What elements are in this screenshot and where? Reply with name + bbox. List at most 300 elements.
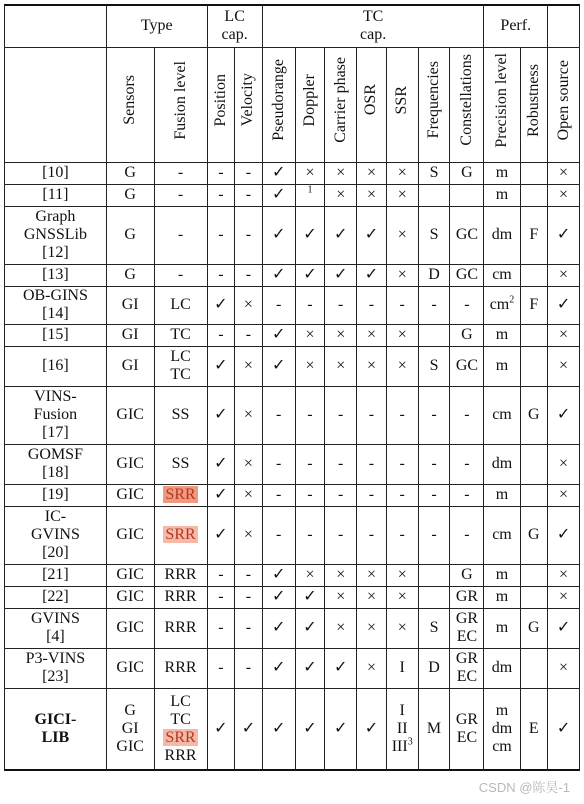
cell-constellations	[450, 586, 484, 608]
cell-precision-level-text: m	[495, 164, 509, 181]
cell-fusion-level	[154, 346, 207, 386]
cell-velocity-text: ×	[243, 486, 253, 503]
cell-constellations	[450, 346, 484, 386]
cell-robustness	[520, 324, 548, 346]
cell-osr	[357, 386, 387, 444]
column-header-open-source	[548, 47, 580, 162]
cell-ssr	[386, 564, 418, 586]
cell-fusion-level-text: RRR	[164, 659, 197, 676]
cell-position-text: ✓	[214, 486, 228, 503]
cell-open-source	[548, 206, 580, 264]
cell-reference-text: [20]	[42, 544, 69, 561]
cell-open-source	[548, 324, 580, 346]
cell-precision-level	[484, 162, 520, 184]
cell-frequencies	[418, 286, 450, 324]
cell-velocity-text: -	[245, 266, 252, 283]
cell-reference-text: Fusion	[33, 406, 78, 423]
cell-precision-level-text: dm	[491, 455, 513, 472]
cell-precision-level-text: m	[495, 486, 509, 503]
cell-osr-text: ✓	[364, 226, 379, 243]
column-header-pseudorange	[262, 47, 295, 162]
cell-velocity-text: ×	[243, 526, 253, 543]
cell-carrier-phase-text: -	[338, 526, 344, 543]
cell-pseudorange	[262, 688, 295, 770]
cell-position	[207, 506, 235, 564]
cell-constellations-text: GR	[455, 710, 479, 728]
cell-reference-text: [13]	[42, 266, 69, 283]
cell-fusion-level-text: LC	[170, 296, 191, 313]
cell-fusion-level-text: TC	[170, 710, 191, 728]
column-header-frequencies-label: Frequencies	[425, 61, 443, 139]
cell-osr	[357, 162, 387, 184]
cell-position	[207, 286, 235, 324]
cell-carrier-phase-text: ×	[336, 588, 346, 605]
table-row	[5, 444, 580, 484]
cell-velocity	[235, 346, 263, 386]
cell-velocity-text: -	[245, 588, 252, 605]
cell-frequencies	[418, 184, 450, 206]
cell-doppler-text: ×	[305, 357, 315, 374]
cell-precision-level-text: m	[495, 588, 509, 605]
cell-velocity-text: -	[245, 566, 252, 583]
column-header-doppler	[295, 47, 325, 162]
cell-ssr-text: ×	[397, 619, 407, 636]
cell-position	[207, 648, 235, 688]
cell-doppler	[295, 444, 325, 484]
cell-osr	[357, 206, 387, 264]
cell-open-source	[548, 264, 580, 286]
cell-constellations-text: EC	[456, 728, 478, 746]
column-header-open-source-label: Open source	[554, 59, 572, 141]
cell-reference	[5, 564, 107, 586]
cell-constellations-text: -	[464, 406, 470, 423]
cell-osr	[357, 484, 387, 506]
cell-osr	[357, 264, 387, 286]
cell-position-text: ✓	[214, 406, 228, 423]
cell-fusion-level-text: -	[177, 164, 184, 181]
cell-carrier-phase-text: ×	[336, 357, 346, 374]
cell-ssr-text: -	[399, 296, 405, 313]
cell-sensors	[106, 286, 154, 324]
cell-pseudorange	[262, 484, 295, 506]
cell-reference	[5, 206, 107, 264]
cell-robustness	[520, 386, 548, 444]
cell-pseudorange-text: -	[276, 486, 282, 503]
cell-reference-text: P3-VINS	[25, 650, 86, 667]
cell-osr-text: ×	[366, 588, 376, 605]
cell-ssr-text: -	[399, 455, 405, 472]
cell-ssr-text: ×	[397, 226, 407, 243]
cell-fusion-level-text: RRR	[164, 619, 197, 636]
cell-fusion-level-text: TC	[170, 326, 191, 343]
cell-osr-text: ✓	[364, 266, 379, 283]
cell-robustness	[520, 286, 548, 324]
cell-constellations-text: GC	[455, 266, 479, 283]
cell-constellations	[450, 264, 484, 286]
cell-carrier-phase-text: ×	[336, 566, 346, 583]
cell-velocity	[235, 386, 263, 444]
cell-doppler	[295, 346, 325, 386]
cell-precision-level	[484, 184, 520, 206]
cell-fusion-level	[154, 648, 207, 688]
column-header-fusion-level	[154, 47, 207, 162]
cell-open-source-text: ×	[559, 186, 569, 203]
cell-frequencies	[418, 586, 450, 608]
cell-open-source-text: ×	[559, 455, 569, 472]
cell-sensors	[106, 688, 154, 770]
cell-fusion-level	[154, 444, 207, 484]
cell-pseudorange-text: ✓	[271, 659, 286, 676]
cell-ssr	[386, 162, 418, 184]
cell-constellations-text: EC	[456, 628, 478, 645]
cell-pseudorange-text: ✓	[271, 619, 286, 636]
cell-sensors	[106, 506, 154, 564]
cell-carrier-phase-text: -	[338, 296, 344, 313]
cell-position	[207, 688, 235, 770]
cell-doppler-text: ×	[305, 326, 315, 343]
cell-reference	[5, 484, 107, 506]
table-body	[5, 162, 580, 770]
cell-ssr-text: ×	[397, 164, 407, 181]
cell-reference-text: Graph	[35, 208, 76, 225]
cell-open-source-text: ✓	[556, 226, 571, 243]
cell-fusion-level-text: SS	[171, 455, 190, 472]
cell-osr-text: ×	[366, 326, 376, 343]
cell-velocity	[235, 444, 263, 484]
cell-carrier-phase	[325, 346, 357, 386]
cell-reference	[5, 324, 107, 346]
cell-reference-text: [21]	[42, 566, 69, 583]
group-header-lc-cap	[207, 5, 262, 47]
cell-sensors-text: GIC	[116, 526, 144, 543]
cell-sensors-text: GIC	[116, 566, 144, 583]
cell-precision-level-text: m	[495, 701, 509, 719]
cell-robustness-text: F	[529, 226, 539, 243]
cell-doppler-text: ✓	[303, 659, 317, 676]
cell-precision-level-text: m	[495, 186, 509, 203]
table-row	[5, 324, 580, 346]
cell-constellations-text: G	[461, 164, 473, 181]
cell-carrier-phase-text: ×	[336, 619, 346, 636]
cell-velocity	[235, 506, 263, 564]
cell-ssr	[386, 586, 418, 608]
cell-reference	[5, 286, 107, 324]
cell-constellations-text: -	[464, 486, 470, 503]
cell-ssr	[386, 184, 418, 206]
cell-precision-level-text: $cm^2$	[489, 294, 515, 313]
cell-frequencies-text: -	[431, 526, 437, 543]
cell-doppler-text: ×	[305, 164, 315, 181]
cell-open-source-text: ✓	[556, 619, 571, 636]
cell-doppler-text: ✓	[303, 619, 317, 636]
cell-frequencies-text: S	[429, 164, 439, 181]
cell-open-source	[548, 564, 580, 586]
comparison-table	[4, 4, 580, 771]
cell-doppler	[295, 184, 325, 206]
cell-velocity	[235, 564, 263, 586]
cell-fusion-level	[154, 688, 207, 770]
column-header-osr	[357, 47, 387, 162]
cell-robustness	[520, 206, 548, 264]
cell-fusion-level-text: RRR	[164, 746, 197, 764]
cell-carrier-phase	[325, 688, 357, 770]
cell-carrier-phase	[325, 506, 357, 564]
cell-osr	[357, 184, 387, 206]
cell-open-source	[548, 162, 580, 184]
cell-reference	[5, 608, 107, 648]
column-header-ssr-label: SSR	[393, 85, 411, 115]
cell-frequencies	[418, 688, 450, 770]
cell-fusion-level-text: SRR	[165, 728, 196, 746]
cell-sensors-text: GIC	[116, 659, 144, 676]
cell-reference-text: [15]	[42, 326, 69, 343]
cell-osr	[357, 586, 387, 608]
cell-pseudorange	[262, 184, 295, 206]
cell-sensors-text: G	[124, 226, 136, 243]
cell-robustness	[520, 564, 548, 586]
cell-velocity-text: -	[245, 186, 252, 203]
cell-sensors-text: GI	[121, 326, 139, 343]
column-header-constellations	[450, 47, 484, 162]
cell-constellations	[450, 688, 484, 770]
cell-constellations	[450, 484, 484, 506]
cell-constellations	[450, 184, 484, 206]
cell-reference	[5, 444, 107, 484]
table-row	[5, 184, 580, 206]
cell-sensors-text: GI	[121, 296, 139, 313]
cell-frequencies-text: -	[431, 296, 437, 313]
cell-position-text: -	[218, 659, 224, 676]
cell-osr	[357, 608, 387, 648]
cell-frequencies-text: M	[426, 719, 442, 737]
column-header-sensors-label: Sensors	[121, 75, 139, 125]
cell-fusion-level-text: -	[177, 186, 184, 203]
cell-constellations	[450, 648, 484, 688]
cell-osr-text: ×	[366, 164, 376, 181]
cell-frequencies	[418, 324, 450, 346]
column-header-precision-level	[484, 47, 520, 162]
cell-carrier-phase-text: -	[338, 406, 344, 423]
cell-constellations-text: G	[461, 566, 473, 583]
cell-pseudorange-text: -	[276, 526, 282, 543]
cell-reference-text: [18]	[42, 464, 69, 481]
cell-constellations-text: -	[464, 455, 470, 472]
cell-carrier-phase	[325, 648, 357, 688]
cell-ssr	[386, 346, 418, 386]
cell-precision-level-text: dm	[491, 719, 513, 737]
cell-constellations-text: -	[464, 296, 470, 313]
cell-velocity-text: -	[245, 659, 252, 676]
group-header-tc-cap	[262, 5, 484, 47]
cell-sensors	[106, 184, 154, 206]
cell-position	[207, 346, 235, 386]
cell-position-text: ✓	[214, 719, 228, 737]
cell-precision-level-text: cm	[492, 406, 512, 423]
cell-sensors-text: G	[124, 186, 136, 203]
cell-reference	[5, 506, 107, 564]
cell-robustness	[520, 264, 548, 286]
cell-doppler-text	[296, 186, 325, 204]
cell-doppler	[295, 564, 325, 586]
cell-reference-text: [23]	[42, 668, 69, 685]
cell-constellations-text: -	[464, 526, 470, 543]
cell-fusion-level	[154, 264, 207, 286]
cell-reference-text: [22]	[42, 588, 69, 605]
cell-reference-text: GICI-	[34, 710, 77, 728]
cell-open-source-text: ×	[559, 486, 569, 503]
table-row	[5, 286, 580, 324]
cell-constellations-text: GC	[455, 357, 479, 374]
cell-velocity	[235, 286, 263, 324]
cell-doppler	[295, 324, 325, 346]
cell-constellations	[450, 608, 484, 648]
cell-osr-text: ×	[366, 659, 376, 676]
cell-reference-text: [12]	[42, 244, 69, 261]
cell-velocity	[235, 206, 263, 264]
cell-ssr	[386, 386, 418, 444]
cell-sensors-text: GIC	[116, 737, 144, 755]
cell-doppler-text: -	[307, 486, 313, 503]
cell-carrier-phase	[325, 586, 357, 608]
cell-fusion-level-text: LC	[170, 692, 191, 710]
column-header-robustness-label: Robustness	[524, 63, 542, 137]
cell-reference-text: GVINS	[30, 526, 80, 543]
cell-ssr	[386, 264, 418, 286]
cell-fusion-level	[154, 484, 207, 506]
cell-ssr-text: -	[399, 406, 405, 423]
cell-pseudorange	[262, 386, 295, 444]
cell-precision-level	[484, 506, 520, 564]
cell-open-source-text: ×	[559, 164, 569, 181]
cell-ssr	[386, 324, 418, 346]
cell-pseudorange	[262, 586, 295, 608]
cell-sensors-text: G	[124, 164, 136, 181]
group-header-perf: Perf.	[484, 5, 548, 47]
cell-doppler-text: -	[307, 455, 313, 472]
cell-velocity	[235, 648, 263, 688]
cell-fusion-level	[154, 586, 207, 608]
cell-doppler-text: -	[307, 406, 313, 423]
cell-velocity-text: -	[245, 164, 252, 181]
cell-pseudorange	[262, 608, 295, 648]
cell-robustness	[520, 484, 548, 506]
table-row	[5, 564, 580, 586]
cell-open-source	[548, 386, 580, 444]
cell-sensors	[106, 648, 154, 688]
cell-carrier-phase	[325, 444, 357, 484]
table-row	[5, 608, 580, 648]
column-header-frequencies	[418, 47, 450, 162]
table-row	[5, 586, 580, 608]
cell-ssr-text: ×	[397, 566, 407, 583]
cell-robustness	[520, 184, 548, 206]
group-header-empty	[548, 5, 580, 47]
cell-ssr	[386, 506, 418, 564]
cell-constellations	[450, 162, 484, 184]
cell-position-text: -	[218, 619, 224, 636]
cell-precision-level	[484, 484, 520, 506]
cell-frequencies	[418, 206, 450, 264]
cell-sensors	[106, 586, 154, 608]
cell-doppler	[295, 162, 325, 184]
cell-frequencies-text: -	[431, 406, 437, 423]
cell-reference-text: [11]	[42, 186, 69, 203]
cell-osr	[357, 564, 387, 586]
cell-position-text: ✓	[214, 526, 228, 543]
cell-carrier-phase-text: ✓	[334, 659, 348, 676]
column-header-constellations-label: Constellations	[457, 54, 475, 146]
cell-osr	[357, 444, 387, 484]
cell-sensors	[106, 346, 154, 386]
column-header-doppler-label: Doppler	[300, 73, 318, 127]
cell-fusion-level-text: SS	[171, 406, 190, 423]
cell-pseudorange	[262, 648, 295, 688]
cell-position-text: -	[218, 588, 224, 605]
cell-pseudorange-text: ✓	[271, 588, 286, 605]
cell-pseudorange	[262, 324, 295, 346]
cell-reference-text: GOMSF	[27, 446, 83, 463]
cell-frequencies	[418, 648, 450, 688]
cell-pseudorange	[262, 346, 295, 386]
cell-sensors-text: GIC	[116, 588, 144, 605]
cell-precision-level	[484, 648, 520, 688]
cell-position	[207, 564, 235, 586]
cell-precision-level-text: m	[495, 326, 509, 343]
cell-constellations	[450, 564, 484, 586]
cell-reference-text: OB-GINS	[22, 287, 88, 304]
cell-open-source	[548, 346, 580, 386]
cell-open-source-text: ×	[559, 357, 569, 374]
cell-osr-text: -	[368, 486, 375, 503]
cell-velocity-text: ×	[243, 357, 253, 374]
cell-pseudorange	[262, 444, 295, 484]
cell-carrier-phase	[325, 324, 357, 346]
cell-osr-text: -	[368, 455, 375, 472]
cell-reference	[5, 264, 107, 286]
cell-open-source	[548, 608, 580, 648]
cell-velocity-text: ×	[243, 406, 253, 423]
cell-carrier-phase	[325, 162, 357, 184]
cell-open-source-text: ×	[559, 266, 569, 283]
cell-robustness	[520, 688, 548, 770]
cell-open-source	[548, 184, 580, 206]
cell-position	[207, 206, 235, 264]
cell-fusion-level-text: SRR	[165, 526, 196, 543]
cell-velocity	[235, 184, 263, 206]
cell-fusion-level	[154, 324, 207, 346]
cell-position-text: -	[218, 266, 224, 283]
column-header-velocity	[235, 47, 263, 162]
cell-robustness-text: E	[528, 719, 539, 737]
cell-sensors	[106, 162, 154, 184]
cell-doppler	[295, 264, 325, 286]
cell-precision-level-text: m	[495, 619, 509, 636]
cell-fusion-level-text: SRR	[165, 486, 196, 503]
cell-frequencies-text: S	[429, 226, 439, 243]
cell-precision-level	[484, 564, 520, 586]
cell-sensors	[106, 386, 154, 444]
cell-frequencies-text: -	[431, 455, 437, 472]
cell-open-source-text: ×	[559, 659, 569, 676]
cell-open-source-text: ✓	[556, 406, 571, 423]
cell-constellations-text: GR	[455, 650, 479, 667]
cell-velocity-text: -	[245, 226, 252, 243]
cell-constellations	[450, 206, 484, 264]
group-header-tc-line1: TC	[362, 8, 384, 26]
column-header-velocity-label: Velocity	[239, 73, 257, 127]
cell-reference-text: LIB	[41, 728, 70, 746]
cell-robustness	[520, 586, 548, 608]
